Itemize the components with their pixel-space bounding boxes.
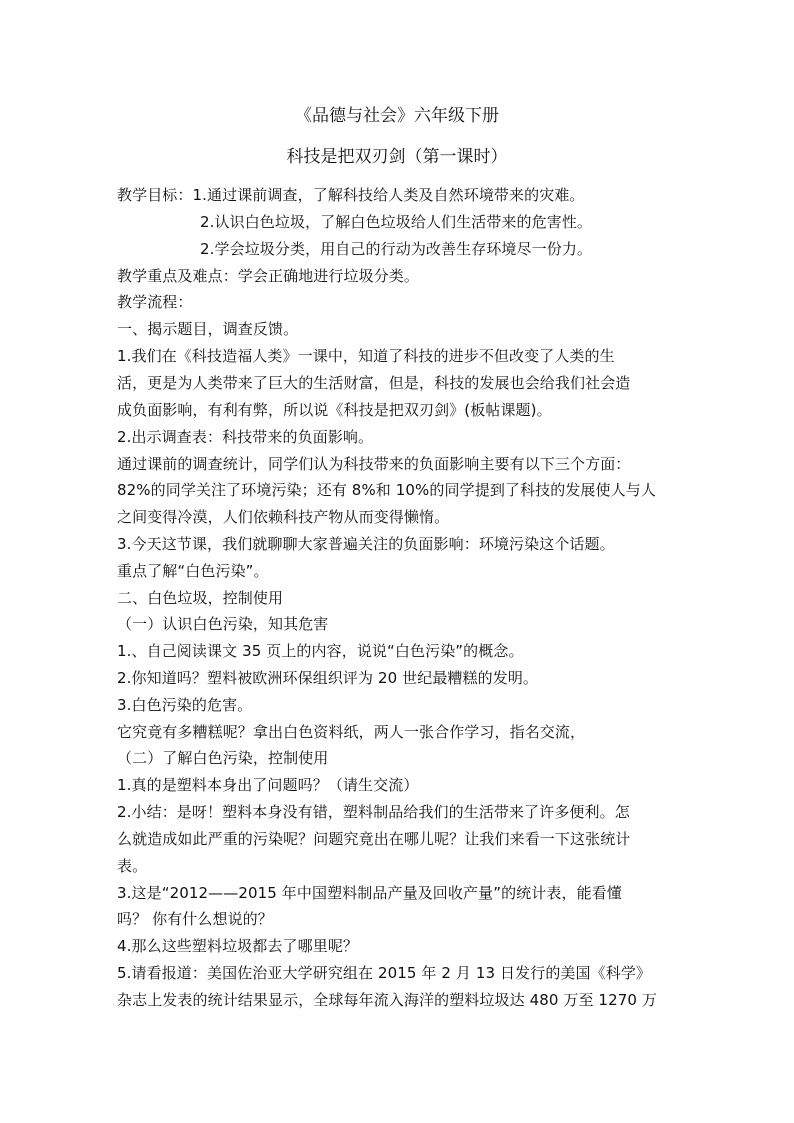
paragraph-line: 1.我们在《科技造福人类》一课中，知道了科技的进步不但改变了人类的生 <box>117 347 615 365</box>
paragraph-line: 么就造成如此严重的污染呢？问题究竟出在哪儿呢？让我们来看一下这张统计 <box>117 830 631 848</box>
paragraph-line: 2.你知道吗？塑料被欧洲环保组织评为 20 世纪最糟糕的发明。 <box>117 669 539 687</box>
paragraph-line: 5.请看报道：美国佐治亚大学研究组在 2015 年 2 月 13 日发行的美国《科学》 <box>117 964 652 982</box>
goal-line-3: 2.学会垃圾分类，用自己的行动为改善生存环境尽一份力。 <box>200 240 593 258</box>
paragraph-line: 3.白色污染的危害。 <box>117 696 253 714</box>
paragraph-line: 82%的同学关注了环境污染；还有 8%和 10%的同学提到了科技的发展使人与人 <box>117 481 656 499</box>
document-title: 《品德与社会》六年级下册 <box>295 106 499 126</box>
paragraph-line: 通过课前的调查统计，同学们认为科技带来的负面影响主要有以下三个方面： <box>117 455 631 473</box>
section-2-heading: 二、白色垃圾，控制使用 <box>117 589 284 607</box>
paragraph-line: 1.、自己阅读课文 35 页上的内容，说说“白色污染”的概念。 <box>117 642 524 660</box>
process-heading: 教学流程： <box>117 293 193 311</box>
paragraph-line: 之间变得冷漠，人们依赖科技产物从而变得懒惰。 <box>117 508 450 526</box>
paragraph-line: 3.今天这节课，我们就聊聊大家普遍关注的负面影响：环境污染这个话题。 <box>117 535 615 553</box>
paragraph-line: 它究竟有多糟糕呢？拿出白色资料纸，两人一张合作学习，指名交流， <box>117 723 586 741</box>
paragraph-line: 表。 <box>117 857 148 875</box>
section-1-heading: 一、揭示题目，调查反馈。 <box>117 320 299 338</box>
paragraph-line: 2.小结：是呀！塑料本身没有错，塑料制品给我们的生活带来了许多便利。怎 <box>117 803 630 821</box>
key-points: 教学重点及难点：学会正确地进行垃圾分类。 <box>117 267 420 285</box>
paragraph-line: 重点了解“白色污染”。 <box>117 562 269 580</box>
subsection-1-heading: （一）认识白色污染，知其危害 <box>117 615 329 633</box>
paragraph-line: 1.真的是塑料本身出了问题吗？（请生交流） <box>117 776 419 794</box>
lesson-title: 科技是把双刃剑（第一课时） <box>286 147 508 167</box>
paragraph-line: 成负面影响，有利有弊，所以说《科技是把双刃剑》(板帖课题)。 <box>117 401 552 419</box>
paragraph-line: 活，更是为人类带来了巨大的生活财富，但是，科技的发展也会给我们社会造 <box>117 374 631 392</box>
paragraph-line: 吗？ 你有什么想说的？ <box>117 910 273 928</box>
paragraph-line: 4.那么这些塑料垃圾都去了哪里呢？ <box>117 937 359 955</box>
paragraph-line: 2.出示调查表：科技带来的负面影响。 <box>117 428 374 446</box>
paragraph-line: 杂志上发表的统计结果显示，全球每年流入海洋的塑料垃圾达 480 万至 1270 万 <box>117 991 657 1009</box>
goal-line-2: 2.认识白色垃圾，了解白色垃圾给人们生活带来的危害性。 <box>200 213 593 231</box>
goal-line-1: 教学目标：1.通过课前调查，了解科技给人类及自然环境带来的灾难。 <box>117 186 585 204</box>
paragraph-line: 3.这是“2012——2015 年中国塑料制品产量及回收产量”的统计表，能看懂 <box>117 884 622 902</box>
subsection-2-heading: （二）了解白色污染，控制使用 <box>117 749 329 767</box>
